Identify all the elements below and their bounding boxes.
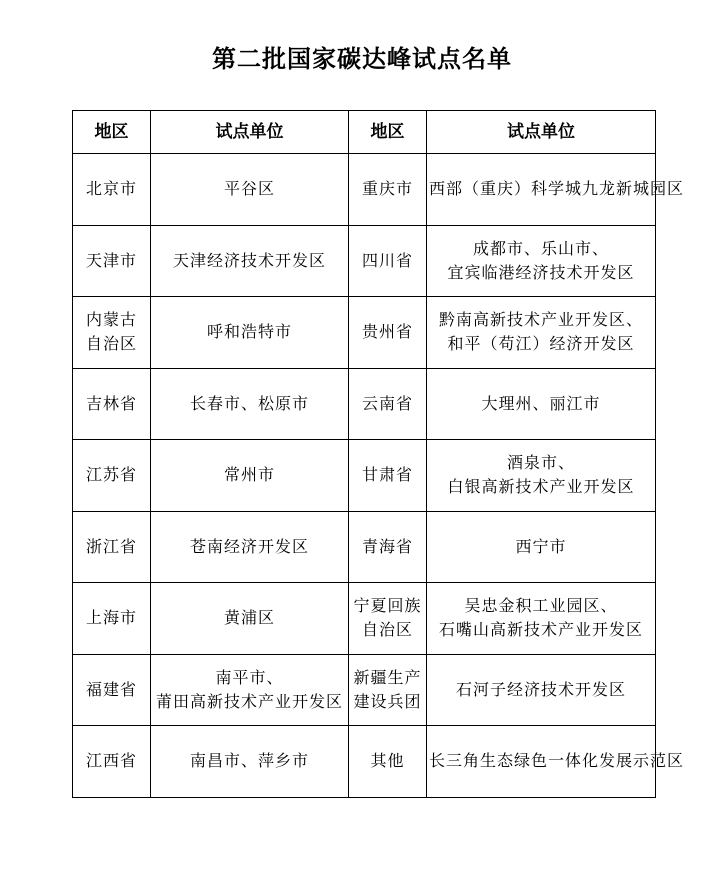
table-row bbox=[73, 225, 656, 297]
unit-cell bbox=[427, 368, 656, 440]
unit-cell bbox=[151, 368, 349, 440]
cell-text-line: 石嘴山高新技术产业开发区 bbox=[438, 620, 643, 640]
cell-text-line: 南平市、 bbox=[215, 667, 284, 687]
cell-text-line: 青海省 bbox=[361, 536, 413, 556]
cell-text-line: 天津市 bbox=[85, 250, 137, 270]
cell-text-line: 云南省 bbox=[361, 393, 413, 413]
region-cell bbox=[349, 225, 427, 297]
unit-cell bbox=[427, 154, 685, 226]
cell-text-line: 甘肃省 bbox=[361, 465, 413, 485]
cell-text-line: 大理州、丽江市 bbox=[481, 393, 601, 413]
cell-text-line: 江苏省 bbox=[85, 465, 137, 485]
table-row bbox=[73, 154, 656, 226]
cell-text-line: 宜宾临港经济技术开发区 bbox=[447, 262, 635, 282]
cell-text-line: 和平（苟江）经济开发区 bbox=[447, 334, 635, 354]
unit-cell bbox=[151, 297, 349, 369]
cell-text-line: 呼和浩特市 bbox=[206, 322, 292, 342]
unit-cell bbox=[427, 583, 656, 655]
region-cell bbox=[73, 368, 151, 440]
cell-text-line: 上海市 bbox=[85, 608, 137, 628]
region-cell bbox=[349, 583, 427, 655]
table-row bbox=[73, 368, 656, 440]
region-cell bbox=[73, 654, 151, 726]
table-header-row bbox=[73, 111, 656, 154]
header-unit-right: 试点单位 bbox=[427, 111, 656, 154]
unit-cell bbox=[427, 654, 656, 726]
cell-text-line: 白银高新技术产业开发区 bbox=[447, 477, 635, 497]
unit-cell bbox=[427, 440, 656, 512]
unit-cell bbox=[151, 726, 349, 798]
cell-text-line: 酒泉市、 bbox=[506, 453, 575, 473]
region-cell bbox=[349, 440, 427, 512]
cell-text-line: 北京市 bbox=[85, 179, 137, 199]
region-cell bbox=[73, 726, 151, 798]
table-row bbox=[73, 511, 656, 583]
region-cell bbox=[349, 726, 427, 798]
region-cell bbox=[349, 297, 427, 369]
cell-text-line: 天津经济技术开发区 bbox=[172, 250, 326, 270]
table-body bbox=[73, 154, 685, 798]
cell-text-line: 自治区 bbox=[85, 334, 137, 354]
region-cell bbox=[349, 511, 427, 583]
cell-text-line: 福建省 bbox=[85, 679, 137, 699]
cell-text-line: 内蒙古 bbox=[85, 310, 137, 330]
cell-text-line: 吉林省 bbox=[85, 393, 137, 413]
cell-text-line: 新疆生产 bbox=[353, 667, 422, 687]
cell-text-line: 莆田高新技术产业开发区 bbox=[155, 691, 343, 711]
unit-cell bbox=[151, 654, 349, 726]
cell-text-line: 吴忠金积工业园区、 bbox=[464, 596, 618, 616]
region-cell bbox=[73, 440, 151, 512]
cell-text-line: 长三角生态绿色一体化发展示范区 bbox=[429, 751, 685, 771]
page-title: 第二批国家碳达峰试点名单 bbox=[212, 45, 512, 73]
cell-text-line: 贵州省 bbox=[361, 322, 413, 342]
cell-text-line: 黔南高新技术产业开发区、 bbox=[438, 310, 643, 330]
cell-text-line: 浙江省 bbox=[85, 536, 137, 556]
region-cell bbox=[73, 297, 151, 369]
cell-text-line: 四川省 bbox=[361, 250, 413, 270]
unit-cell bbox=[151, 225, 349, 297]
cell-text-line: 常州市 bbox=[223, 465, 275, 485]
cell-text-line: 建设兵团 bbox=[353, 691, 422, 711]
cell-text-line: 成都市、乐山市、 bbox=[472, 238, 609, 258]
region-cell bbox=[73, 511, 151, 583]
region-cell bbox=[349, 654, 427, 726]
header-region-right: 地区 bbox=[349, 111, 427, 154]
table-row bbox=[73, 654, 656, 726]
pilot-list-table bbox=[72, 110, 685, 798]
table-row bbox=[73, 726, 656, 798]
unit-cell bbox=[151, 154, 349, 226]
cell-text-line: 宁夏回族 bbox=[353, 596, 422, 616]
header-unit-left: 试点单位 bbox=[151, 111, 349, 154]
cell-text-line: 黄浦区 bbox=[223, 608, 275, 628]
unit-cell bbox=[427, 297, 656, 369]
header-region-left: 地区 bbox=[73, 111, 151, 154]
cell-text-line: 西部（重庆）科学城九龙新城园区 bbox=[429, 179, 685, 199]
cell-text-line: 自治区 bbox=[361, 620, 413, 640]
unit-cell bbox=[151, 440, 349, 512]
region-cell bbox=[73, 154, 151, 226]
cell-text-line: 西宁市 bbox=[515, 536, 567, 556]
unit-cell bbox=[427, 225, 656, 297]
region-cell bbox=[73, 225, 151, 297]
region-cell bbox=[349, 368, 427, 440]
cell-text-line: 重庆市 bbox=[361, 179, 413, 199]
region-cell bbox=[349, 154, 427, 226]
cell-text-line: 长春市、松原市 bbox=[189, 393, 309, 413]
region-cell bbox=[73, 583, 151, 655]
cell-text-line: 石河子经济技术开发区 bbox=[455, 679, 626, 699]
unit-cell bbox=[427, 726, 685, 798]
cell-text-line: 苍南经济开发区 bbox=[189, 536, 309, 556]
table-row bbox=[73, 440, 656, 512]
unit-cell bbox=[151, 583, 349, 655]
cell-text-line: 其他 bbox=[370, 751, 405, 771]
unit-cell bbox=[151, 511, 349, 583]
table-row bbox=[73, 297, 656, 369]
cell-text-line: 江西省 bbox=[85, 751, 137, 771]
table-row bbox=[73, 583, 656, 655]
unit-cell bbox=[427, 511, 656, 583]
cell-text-line: 平谷区 bbox=[223, 179, 275, 199]
cell-text-line: 南昌市、萍乡市 bbox=[189, 751, 309, 771]
